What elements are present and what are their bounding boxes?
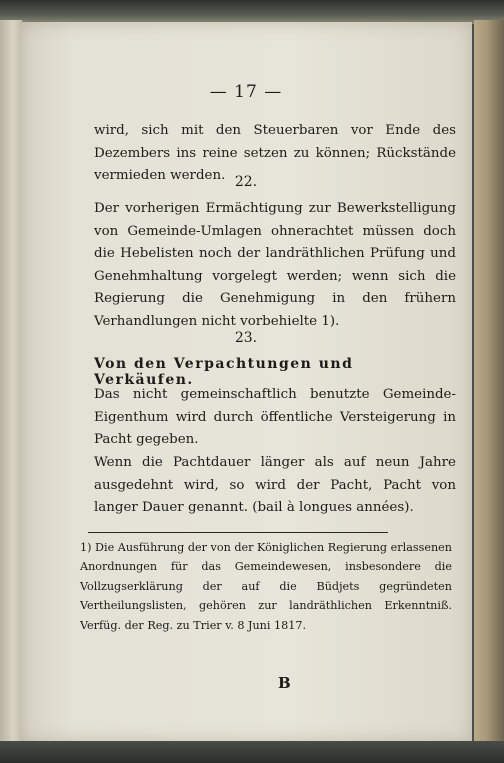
- section-23-heading: Von den Verpachtungen und Verkäufen.: [94, 356, 354, 388]
- signature-mark: B: [278, 674, 291, 692]
- section-23-paragraph-1: Das nicht gemeinschaftlich benutzte Gemeinde-Eigenthum wird durch öffentliche Versteigerung in Pacht gegeben.: [94, 387, 456, 447]
- section-number-22: 22.: [234, 174, 258, 190]
- book-page: [20, 22, 472, 742]
- book-spine-top: [0, 0, 504, 24]
- section-number-23: 23.: [234, 330, 258, 346]
- footnote-rule: [88, 532, 388, 533]
- section-23-paragraph-2: Wenn die Pachtdauer länger als auf neun Jahre ausgedehnt wird, so wird der Pacht, Pacht von langer Dauer genannt. (bail à longues années).: [94, 455, 456, 515]
- footnote: 1) Die Ausführung der von der Königlichen Regierung erlassenen Anordnungen für das Gemeindewesen, insbesondere die Vollzugserklärung der auf die Büdjets gegründeten Vertheilungslisten, gehören zur landräthlichen Erkenntniß. Verfüg. der Reg. zu Trier v. 8 Juni 1817.: [80, 541, 452, 632]
- book-page-edges: [474, 20, 504, 745]
- book-spine-bottom: [0, 741, 504, 763]
- opening-paragraph: wird, sich mit den Steuerbaren vor Ende des Dezembers ins reine setzen zu können; Rückstände vermieden werden.: [94, 123, 456, 183]
- page-number: — 17 —: [209, 82, 283, 102]
- section-22-paragraph: Der vorherigen Ermächtigung zur Bewerkstelligung von Gemeinde-Umlagen ohnerachtet müssen doch die Hebelisten noch der landräthlichen Prüfung und Genehmhaltung vorgelegt werden; wenn sich die Regierung die Genehmigung in den frühern Verhandlungen nicht vorbehielte 1).: [94, 201, 456, 329]
